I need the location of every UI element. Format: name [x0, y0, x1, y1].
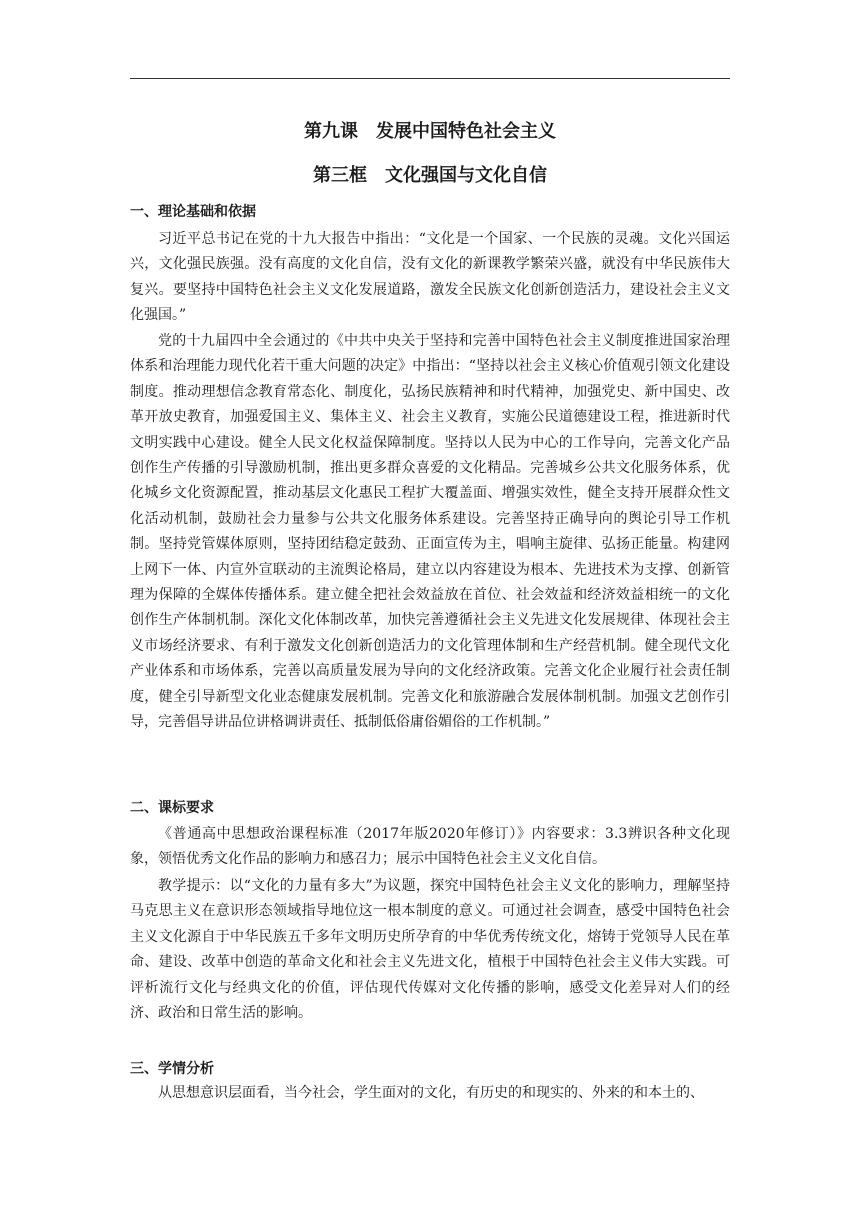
header-rule [130, 78, 730, 79]
paragraph: 《普通高中思想政治课程标准（2017年版2020年修订）》内容要求：3.3辨识各种文化现象，领悟优秀文化作品的影响力和感召力；展示中国特色社会主义文化自信。 [130, 826, 730, 868]
section-heading-3: 三、学情分析 [130, 1061, 214, 1077]
paragraph: 从思想意识层面看，当今社会，学生面对的文化，有历史的和现实的、外来的和本土的、 [158, 1085, 704, 1101]
paragraph: 习近平总书记在党的十九大报告中指出：“文化是一个国家、一个民族的灵魂。文化兴国运兴，文化强民族强。没有高度的文化自信，没有文化的新课教学繁荣兴盛，就没有中华民族伟大复兴。要坚持中国特色社会主义文化发展道路，激发全民族文化创新创造活力，建设社会主义文化强国。” [130, 231, 730, 324]
lesson-title: 第九课 发展中国特色社会主义 [304, 121, 556, 142]
section-heading-1: 一、理论基础和依据 [130, 204, 256, 220]
paragraph: 党的十九届四中全会通过的《中共中央关于坚持和完善中国特色社会主义制度推进国家治理体系和治理能力现代化若干重大问题的决定》中指出：“坚持以社会主义核心价值观引领文化建设制度。推动理想信念教育常态化、制度化，弘扬民族精神和时代精神，加强党史、新中国史、改革开放史教育，加强爱国主义、集体主义、社会主义教育，实施公民道德建设工程，推进新时代文明实践中心建设。健全人民文化权益保障制度。坚持以人民为中心的工作导向，完善文化产品创作生产传播的引导激励机制，推出更多群众喜爱的文化精品。完善城乡公共文化服务体系，优化城乡文化资源配置，推动基层文化惠民工程扩大覆盖面、增强实效性，健全支持开展群众性文化活动机制，鼓励社会力量参与公共文化服务体系建设。完善坚持正确导向的舆论引导工作机制。坚持党管媒体原则，坚持团结稳定鼓劲、正面宣传为主，唱响主旋律、弘扬正能量。构建网上网下一体、内宣外宣联动的主流舆论格局，建立以内容建设为根本、先进技术为支撑、创新管理为保障的全媒体传播体系。建立健全把社会效益放在首位、社会效益和经济效益相统一的文化创作生产体制机制。深化文化体制改革，加快完善遵循社会主义先进文化发展规律、体现社会主义市场经济要求、有利于激发文化创新创造活力的文化管理体制和生产经营机制。健全现代文化产业体系和市场体系，完善以高质量发展为导向的文化经济政策。完善文化企业履行社会责任制度，健全引导新型文化业态健康发展机制。完善文化和旅游融合发展体制机制。加强文艺创作引导，完善倡导讲品位讲格调讲责任、抵制低俗庸俗媚俗的工作机制。” [130, 333, 730, 731]
paragraph: 教学提示：以“文化的力量有多大”为议题，探究中国特色社会主义文化的影响力，理解坚持马克思主义在意识形态领域指导地位这一根本制度的意义。可通过社会调查，感受中国特色社会主义文化源自于中华民族五千多年文明历史所孕育的中华优秀传统文化，熔铸于党领导人民在革命、建设、改革中创造的革命文化和社会主义先进文化，植根于中国特色社会主义伟大实践。可评析流行文化与经典文化的价值，评估现代传媒对文化传播的影响，感受文化差异对人们的经济、政治和日常生活的影响。 [130, 878, 730, 1022]
section-heading-2: 二、课标要求 [130, 800, 214, 816]
lesson-subtitle: 第三框 文化强国与文化自信 [313, 165, 547, 186]
